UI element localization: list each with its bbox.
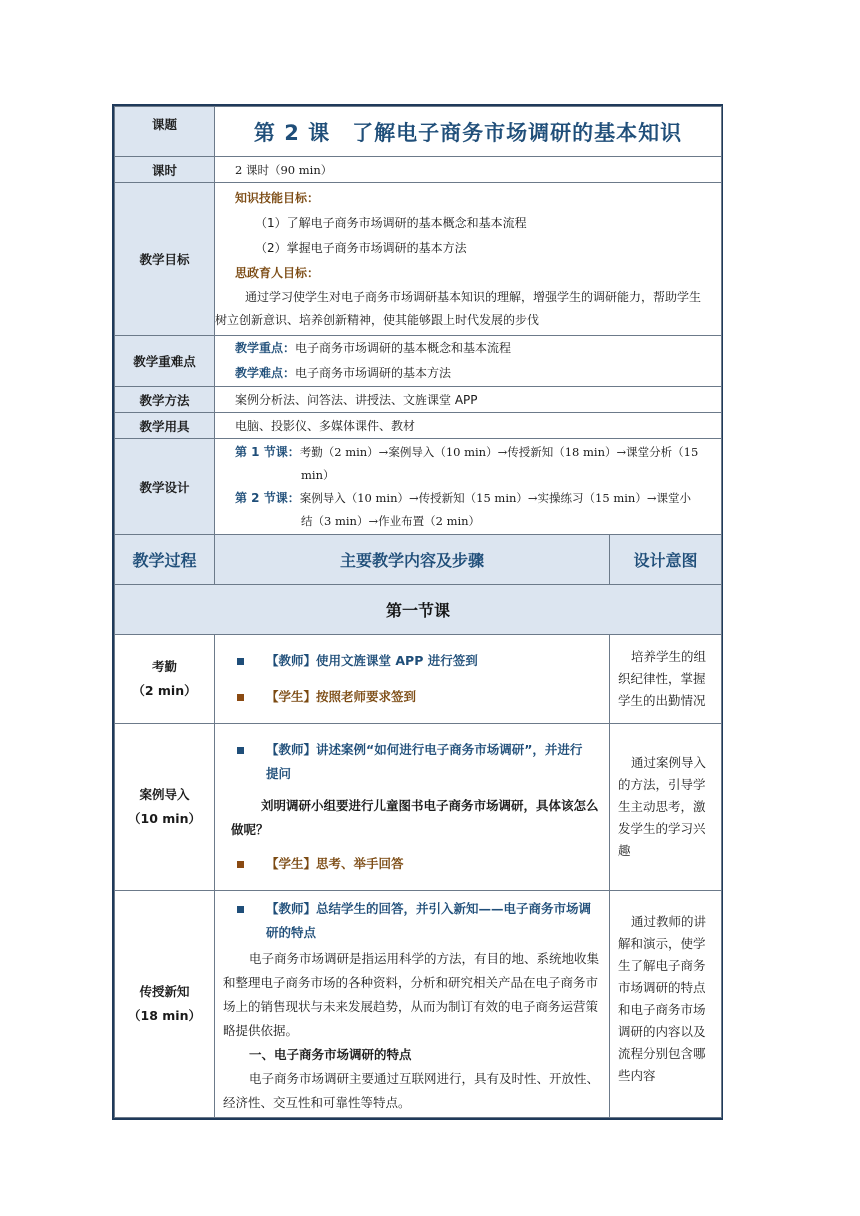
step-case-content [215, 724, 610, 891]
step-intent: 通过案例导入的方法，引导学生主动思考，激发学生的学习兴趣 [610, 724, 722, 891]
step-knowledge-content [215, 891, 610, 1118]
teacher-action-cont: 提问 [266, 766, 292, 781]
bullet-square-icon [237, 694, 244, 701]
student-action: 【学生】思考、举手回答 [266, 856, 404, 871]
tools-value: 电脑、投影仪、多媒体课件、教材 [215, 413, 722, 439]
knowledge-item: （1）了解电子商务市场调研的基本概念和基本流程 [255, 216, 527, 230]
student-action: 【学生】按照老师要求签到 [266, 689, 417, 704]
bullet-square-icon [237, 747, 244, 754]
content-col-header: 主要教学内容及步骤 [215, 535, 610, 585]
knowledge-paragraph: 电子商务市场调研是指运用科学的方法，有目的地、系统地收集和整理电子商务市场的各种资料，分析和研究相关产品在电子商务市场上的销售现状与未来发展趋势，从而为制订有效的电子商务运营策略提供依据。 [223, 951, 600, 1038]
keypoints-label: 教学重难点 [115, 336, 215, 387]
focus-label: 教学重点： [235, 341, 296, 355]
step-name: 传授新知 [139, 984, 190, 999]
lesson-title: 第 2 课 了解电子商务市场调研的基本知识 [215, 107, 722, 157]
step-time: （10 min） [128, 811, 201, 826]
bullet-square-icon [237, 906, 244, 913]
lesson1-label: 第 1 节课： [235, 444, 300, 459]
topic-label: 课题 [115, 107, 215, 157]
lesson1-line2: min） [301, 467, 335, 482]
teacher-action: 【教师】使用文旌课堂 APP 进行签到 [266, 653, 478, 668]
lesson2-line1: 案例导入（10 min）→传授新知（15 min）→实操练习（15 min）→课堂小 [299, 490, 691, 505]
ideology-heading: 思政育人目标： [235, 266, 320, 280]
step-name: 考勤 [151, 659, 177, 674]
teacher-action-cont: 研的特点 [266, 925, 317, 940]
step-case-intro [115, 724, 215, 891]
teacher-action: 【教师】总结学生的回答，并引入新知——电子商务市场调 [266, 901, 592, 916]
step-intent: 培养学生的组织纪律性，掌握学生的出勤情况 [610, 635, 722, 724]
step-intent: 通过教师的讲解和演示，使学生了解电子商务市场调研的特点和电子商务市场调研的内容以及流程分别包含哪些内容 [610, 891, 722, 1118]
step-attendance-content [215, 635, 610, 724]
step-time: （2 min） [132, 683, 197, 698]
step-name: 案例导入 [139, 787, 190, 802]
knowledge-heading: 知识技能目标： [235, 191, 320, 205]
knowledge-paragraph: 电子商务市场调研主要通过互联网进行，具有及时性、开放性、经济性、交互性和可靠性等特点。 [223, 1071, 600, 1110]
design-content [215, 439, 722, 535]
difficulty-text: 电子商务市场调研的基本方法 [295, 366, 452, 380]
bullet-square-icon [237, 658, 244, 665]
ideology-text: 通过学习使学生对电子商务市场调研基本知识的理解，增强学生的调研能力，帮助学生树立创新意识、培养创新精神，使其能够跟上时代发展的步伐 [215, 290, 702, 327]
lesson1-line1: 考勤（2 min）→案例导入（10 min）→传授新知（18 min）→课堂分析（15 [299, 444, 699, 459]
difficulty-label: 教学难点： [235, 366, 296, 380]
method-value: 案例分析法、问答法、讲授法、文旌课堂 APP [215, 387, 722, 413]
tools-label: 教学用具 [115, 413, 215, 439]
hours-label: 课时 [115, 157, 215, 183]
hours-value: 2 课时（90 min） [215, 157, 722, 183]
knowledge-item: （2）掌握电子商务市场调研的基本方法 [255, 241, 467, 255]
bullet-square-icon [237, 861, 244, 868]
intent-col-header: 设计意图 [610, 535, 722, 585]
lesson2-label: 第 2 节课： [235, 490, 300, 505]
objectives-content [215, 183, 722, 336]
design-label: 教学设计 [115, 439, 215, 535]
focus-text: 电子商务市场调研的基本概念和基本流程 [295, 341, 512, 355]
keypoints-content [215, 336, 722, 387]
method-label: 教学方法 [115, 387, 215, 413]
step-new-knowledge [115, 891, 215, 1118]
step-time: （18 min） [128, 1008, 201, 1023]
objectives-label: 教学目标 [115, 183, 215, 336]
lesson2-line2: 结（3 min）→作业布置（2 min） [301, 513, 481, 528]
knowledge-subheading: 一、电子商务市场调研的特点 [249, 1047, 412, 1062]
lesson-plan-table [112, 104, 723, 1120]
case-text: 刘明调研小组要进行儿童图书电子商务市场调研，具体该怎么做呢？ [231, 798, 599, 837]
step-attendance [115, 635, 215, 724]
process-col-header: 教学过程 [115, 535, 215, 585]
teacher-action: 【教师】讲述案例“如何进行电子商务市场调研”，并进行 [266, 742, 583, 757]
section-title: 第一节课 [115, 585, 722, 635]
